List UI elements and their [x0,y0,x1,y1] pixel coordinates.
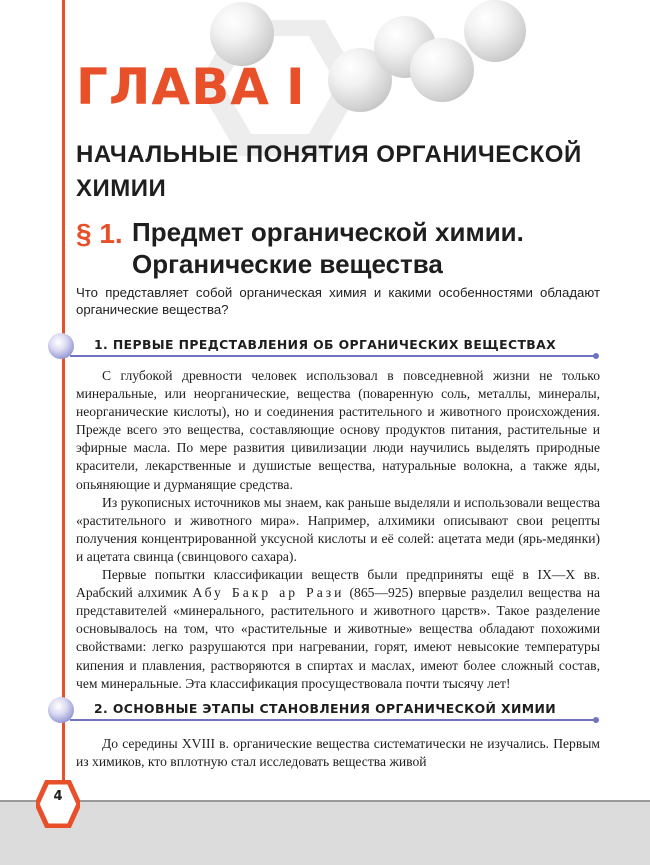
molecule-ball-icon [410,38,474,102]
paragraph: Из рукописных источников мы знаем, как раньше выделяли и использовали вещества «растительного и животного мира». Например, алхимики описывают свои рецепты получения концентрированной уксусной кислоты и её солей: ацетата меди (ярь-медянки) и ацетата свинца (свинцового сахара). [76,494,600,564]
chapter-number: I [286,58,305,116]
page-number-hexagon-icon [36,780,80,828]
paragraph-text: Первые попытки классификации веществ были предприняты ещё в IX—X вв. Арабский алхимик [76,567,600,601]
subsection-heading-2-text: 2. ОСНОВНЫЕ ЭТАПЫ СТАНОВЛЕНИЯ ОРГАНИЧЕСКОЙ ХИМИИ [94,701,557,716]
person-name: Абу Бакр ар Рази [192,585,345,601]
underline-end-dot-icon [593,717,599,723]
page-number: 4 [53,789,63,804]
section-number: § 1. [76,218,123,249]
underline-end-dot-icon [593,353,599,359]
paragraph [76,566,600,693]
section-title-line1: Предмет органической химии. [132,217,524,247]
molecule-ball-icon [210,2,274,66]
paragraph: До середины XVIII в. органические вещества систематически не изучались. Первым из химиков, кто вплотную стал исследовать вещества живой [76,736,600,770]
section-title [132,216,592,280]
heading-underline [70,719,596,721]
subsection-heading-1 [48,333,608,363]
subsection-1-body [76,367,600,693]
margin-rule [62,0,65,800]
chapter-label: ГЛАВА [76,58,270,116]
paragraph-text: (865—925) впервые разделил вещества на представителей «минерального, растительного и животного царств». Такое разделение основывалось на том, что «растительные и животные» вещества обладают похожими свойствами: легко разрушаются при нагревании, горят, имеют невысокие температуры кипения и плавления, растворяются в спиртах и маслах, имеют более сложный состав, чем минеральные. Эта классификация просуществовала почти тысячу лет! [76,585,601,691]
section-title-line2: Органические вещества [132,249,443,279]
subsection-2-body [76,735,600,771]
page-footer-band [0,800,650,865]
intro-question: Что представляет собой органическая химия и какими особенностями обладают органические вещества? [76,285,600,317]
subsection-heading-1-text: 1. ПЕРВЫЕ ПРЕДСТАВЛЕНИЯ ОБ ОРГАНИЧЕСКИХ ВЕЩЕСТВАХ [94,337,557,352]
footer-divider [0,800,650,802]
subsection-heading-2 [48,697,608,727]
chapter-subtitle: НАЧАЛЬНЫЕ ПОНЯТИЯ ОРГАНИЧЕСКОЙ ХИМИИ [76,141,582,202]
paragraph: С глубокой древности человек использовал в повседневной жизни не только минеральные, или неорганические, вещества (поваренную соль, металлы, минералы, неорганические кислоты), но и соединения растительного и животного происхождения. Прежде всего это вещества, составляющие основу продуктов питания, растительные и эфирные масла. По мере развития цивилизации люди научились выделять природные красители, лекарственные и душистые вещества, натуральные волокна, а также яды, опьяняющие и дурманящие средства. [76,368,600,492]
heading-underline [70,355,596,357]
molecule-ball-icon [464,0,526,62]
